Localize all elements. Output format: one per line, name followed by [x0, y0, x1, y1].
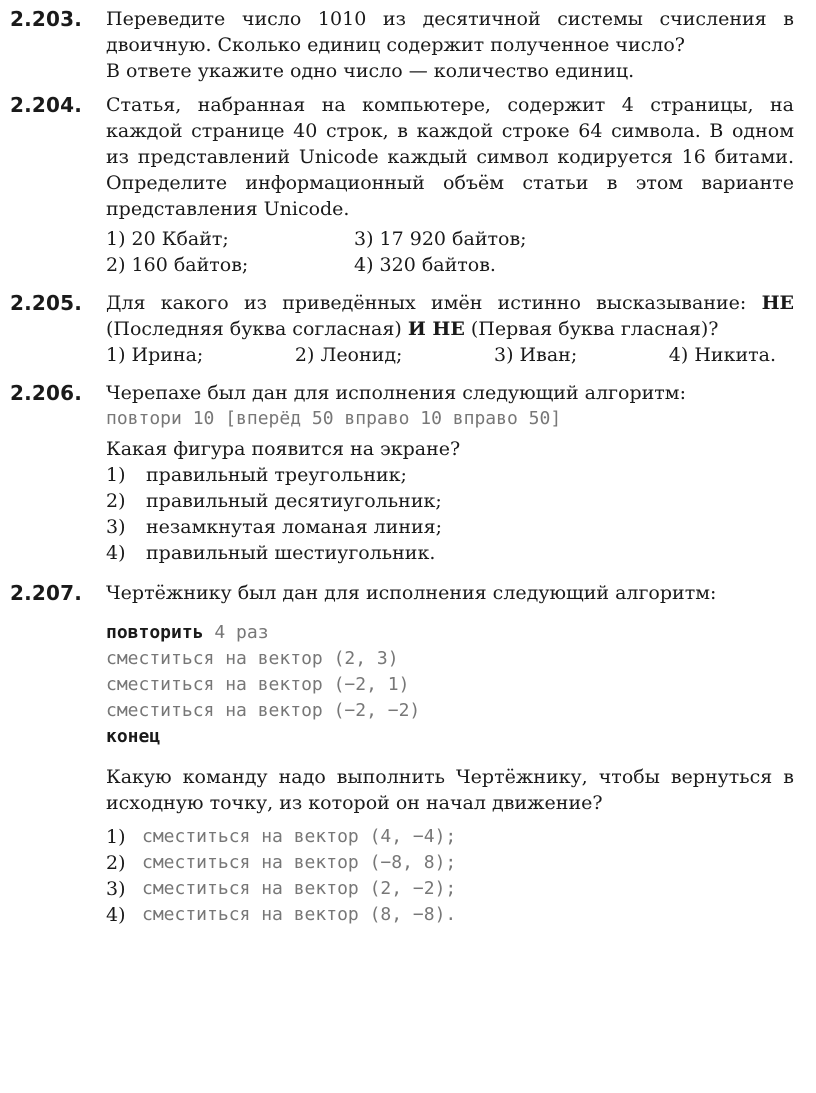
answer-options [106, 462, 794, 566]
task-number: 2.207. [10, 581, 83, 605]
task-2-205 [10, 290, 794, 368]
task-number: 2.205. [10, 291, 83, 315]
answer-option: 4) Никита. [668, 344, 776, 366]
answer-option: 3) сместиться на вектор (2, −2); [106, 878, 457, 900]
answer-option: 1) сместиться на вектор (4, −4); [106, 826, 457, 848]
answer-option: 3) 17 920 байтов; [354, 228, 527, 250]
code-line: сместиться на вектор (2, 3) [106, 648, 399, 669]
answer-option: 3) Иван; [494, 344, 578, 366]
answer-option: 1) правильный треугольник; [106, 464, 407, 486]
answer-option: 4) правильный шестиугольник. [106, 542, 436, 564]
task-text: Черепахе был дан для исполнения следующий алгоритм: [106, 382, 686, 404]
task-2-207 [10, 580, 794, 928]
task-number: 2.203. [10, 7, 83, 31]
answer-option: 2) 160 байтов; [106, 254, 249, 276]
answer-options [106, 342, 794, 368]
answer-options [106, 824, 794, 928]
answer-option: 4) сместиться на вектор (8, −8). [106, 904, 457, 926]
task-instruction: В ответе укажите одно число — количество единиц. [106, 60, 635, 82]
answer-option: 3) незамкнутая ломаная линия; [106, 516, 443, 538]
task-question: Какая фигура появится на экране? [106, 438, 461, 460]
answer-options [106, 226, 794, 278]
task-question: Какую команду надо выполнить Чертёжнику, чтобы вернуться в исходную точку, из которой он начал движение? [106, 766, 794, 814]
code-line: сместиться на вектор (−2, −2) [106, 700, 421, 721]
algorithm-code: повтори 10 [вперёд 50 вправо 10 вправо 50] [106, 408, 562, 429]
answer-option: 2) Леонид; [294, 344, 403, 366]
answer-option: 1) Ирина; [106, 344, 204, 366]
task-text: Статья, набранная на компьютере, содержит 4 страницы, на каждой странице 40 строк, в каждой строке 64 символа. В одном из представлений Unicode каждый символ кодируется 16 битами. Определите информационный объём статьи в этом варианте представления Unicode. [106, 94, 794, 220]
answer-option: 2) сместиться на вектор (−8, 8); [106, 852, 457, 874]
answer-option: 1) 20 Кбайт; [106, 228, 229, 250]
task-text: Переведите число 1010 из десятичной системы счисления в двоичную. Сколько единиц содержит полученное число? [106, 8, 794, 56]
task-text: Для какого из приведённых имён истинно высказывание: НЕ (Последняя буква согласная) И НЕ (Первая буква гласная)? [106, 292, 794, 340]
task-number: 2.206. [10, 381, 83, 405]
answer-option: 2) правильный десятиугольник; [106, 490, 442, 512]
task-number: 2.204. [10, 93, 83, 117]
algorithm-code: повторить 4 раз сместиться на вектор (2, 3) сместиться на вектор (−2, 1) сместиться на вектор (−2, −2) конец [106, 620, 794, 750]
code-line: сместиться на вектор (−2, 1) [106, 674, 410, 695]
code-keyword: повторить [106, 622, 204, 643]
task-2-203 [10, 6, 794, 84]
task-2-206 [10, 380, 794, 566]
task-2-204 [10, 92, 794, 278]
answer-option: 4) 320 байтов. [354, 254, 496, 276]
code-keyword: конец [106, 726, 161, 747]
task-text: Чертёжнику был дан для исполнения следующий алгоритм: [106, 582, 717, 604]
